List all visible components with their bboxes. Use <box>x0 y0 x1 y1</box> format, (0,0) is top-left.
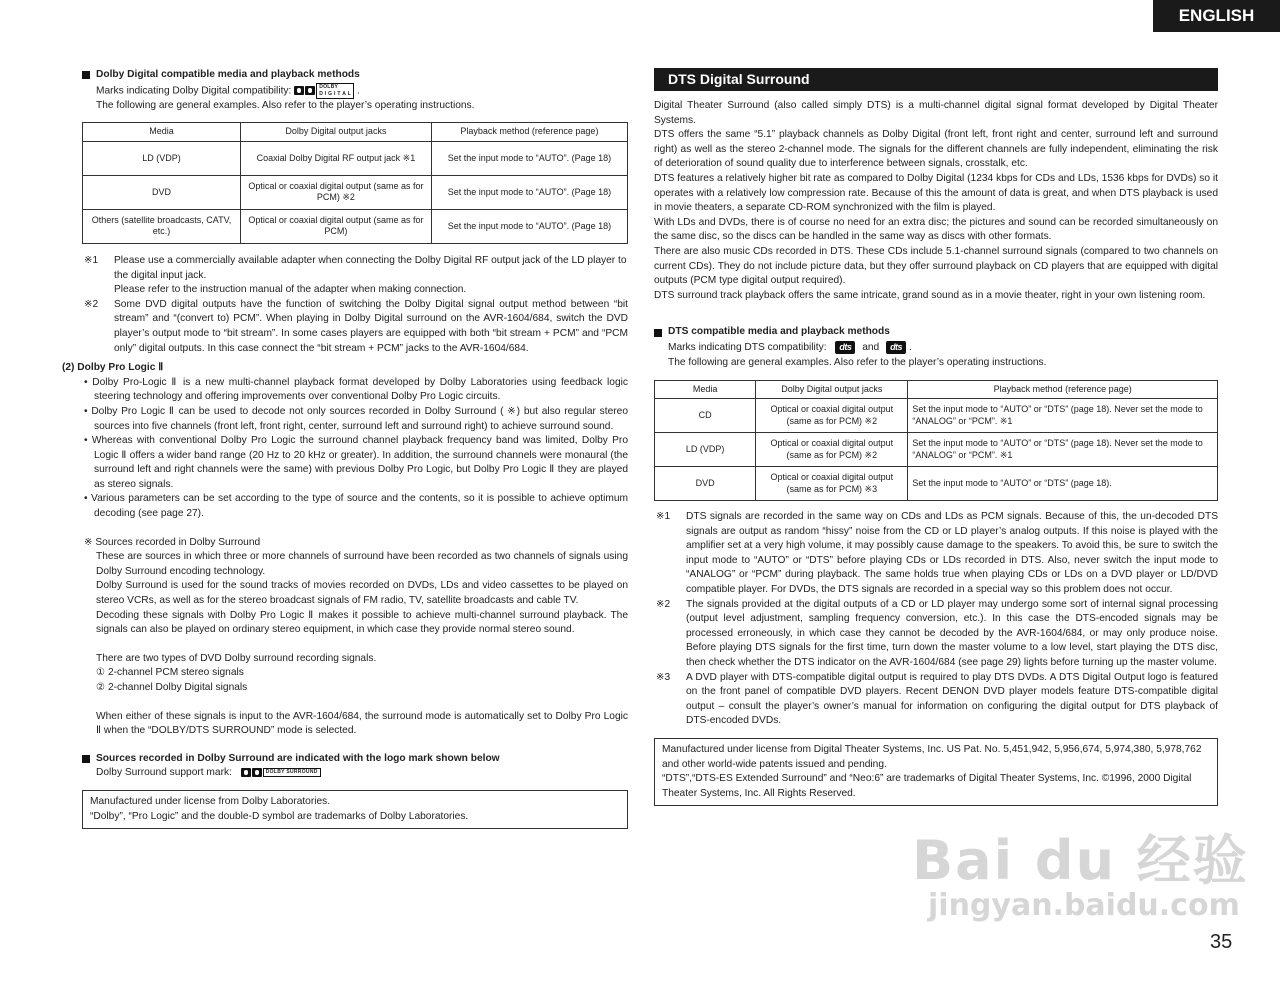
table-cell: CD <box>655 399 756 433</box>
dts-intro <box>654 99 1218 303</box>
license-text: “Dolby”, “Pro Logic” and the double-D symbol are trademarks of Dolby Laboratories. <box>90 810 469 822</box>
page-number: 35 <box>1210 931 1233 953</box>
table-header: Playback method (reference page) <box>908 380 1218 399</box>
table-cell: DVD <box>655 467 756 501</box>
dts-heading: DTS compatible media and playback methods <box>654 325 1218 340</box>
dts-notes <box>654 510 1218 729</box>
license-text: Manufactured under license from Dolby Laboratories. <box>90 795 331 807</box>
table-row <box>655 399 1218 433</box>
table-row <box>83 141 628 175</box>
table-header: Playback method (reference page) <box>431 123 627 142</box>
paragraph: Dolby Surround is used for the sound tracks of movies recorded on DVDs, LDs and video cassettes to be played on stereo VCRs, as well as for the stereo broadcast signals of FM radio, TV, satellite broadcasts and cable TV. <box>96 580 628 607</box>
watermark-url: jingyan.baidu.com <box>928 888 1240 923</box>
paragraph: These are sources in which three or more channels of surround have been recorded as two channels of signals using Dolby Surround encoding technology. <box>96 551 628 577</box>
list-item: • Dolby Pro Logic Ⅱ can be used to decode not only sources recorded in Dolby Surround ( ※) but also regular stereo sources into five channels (front left, front right, center, surround left and surround right) to achieve surround sound. <box>84 405 628 432</box>
dts-general: The following are general examples. Also refer to the player’s operating instructions. <box>668 356 1047 368</box>
dts-table <box>654 380 1218 502</box>
left-column <box>62 68 628 829</box>
dd-general: The following are general examples. Also refer to the player’s operating instructions. <box>96 99 475 111</box>
paragraph: Digital Theater Surround (also called simply DTS) is a multi-channel digital signal format developed by Digital Theater Systems. <box>654 100 1218 126</box>
paragraph: With LDs and DVDs, there is of course no need for an extra disc; the pictures and sound can be recorded simultaneously on the same disc, so the discs can be handled in the same way as discs with other formats. <box>654 216 1218 243</box>
dts-logo: dts <box>835 341 855 354</box>
table-cell: Coaxial Dolby Digital RF output jack ※1 <box>241 141 432 175</box>
table-cell: Set the input mode to “AUTO”. (Page 18) <box>431 141 627 175</box>
table-cell: Optical or coaxial digital output (same as for PCM) ※3 <box>756 467 908 501</box>
table-row <box>83 175 628 209</box>
list-item: • Various parameters can be set according to the type of source and the contents, so it is possible to achieve optimum decoding (see page 27). <box>84 493 628 520</box>
dolby-surround-logo: DOLBY SURROUND <box>241 768 321 777</box>
table-row <box>655 433 1218 467</box>
pl-bullets <box>82 376 628 522</box>
list-item: ② 2-channel Dolby Digital signals <box>96 682 248 693</box>
square-bullet-icon <box>82 71 90 79</box>
support-mark: Dolby Surround support mark: DOLBY SURROUND <box>82 766 628 781</box>
note-text: The signals provided at the digital outputs of a CD or LD player may undergo some sort of internal signal processing (output level adjustment, sampling frequency conversion, etc.). In this case the DTS-encoded signals may be processed erroneously, in which case they cannot be decoded by the AVR-1604/684, or may only produce noise. Before playing DTS signals for the first time, turn down the master volume to a low level, start playing the DTS disc, then check whether the DTS indicator on the AVR-1604/684 (see page 29) lights before turning up the master volume. <box>686 598 1218 668</box>
paragraph: DTS surround track playback offers the same intricate, grand sound as in a movie theater, right in your own listening room. <box>654 289 1206 301</box>
note-mark: ※3 <box>656 671 671 683</box>
table-header: Dolby Digital output jacks <box>756 380 908 399</box>
paragraph: There are two types of DVD Dolby surround recording signals. <box>96 652 377 664</box>
table-cell: Optical or coaxial digital output (same as for PCM) <box>241 209 432 243</box>
dts-logo-alt: dts <box>886 341 906 354</box>
note-mark: ※2 <box>84 298 99 310</box>
note-mark: ※1 <box>84 254 99 266</box>
table-cell: LD (VDP) <box>83 141 241 175</box>
note-text: Some DVD digital outputs have the function of switching the Dolby Digital signal output method between “bit stream” and “(convert to) PCM”. When playing in Dolby Digital surround on the AVR-1604/684, switch the DVD player’s output mode to “bit stream”. In some cases players are equipped with both “bit stream + PCM” and “PCM only” digital outputs. In this case connect the “bit stream + PCM” jacks to the AVR-1604/684. <box>114 298 628 354</box>
dd-heading: Dolby Digital compatible media and playback methods <box>82 68 628 83</box>
license-text: “DTS”,“DTS-ES Extended Surround” and “Neo:6” are trademarks of Digital Theater Systems, Inc. ©1996, 2000 Digital Theater Systems, Inc. All Rights Reserved. <box>662 773 1192 799</box>
table-header: Media <box>83 123 241 142</box>
note-mark: ※1 <box>656 511 671 522</box>
dolby-license-box <box>82 790 628 829</box>
table-cell: Optical or coaxial digital output (same as for PCM) ※2 <box>241 175 432 209</box>
table-cell: LD (VDP) <box>655 433 756 467</box>
note-mark <box>82 283 114 298</box>
list-item: • Dolby Pro-Logic Ⅱ is a new multi-channel playback format developed by Dolby Laboratories using feedback logic steering technology and offering improvements over conventional Dolby Pro Logic circuits. <box>84 376 628 403</box>
note-mark: ※2 <box>656 598 671 610</box>
dd-marks: Marks indicating Dolby Digital compatibility: DOLBY D I G I T A L . <box>96 83 360 97</box>
table-cell: DVD <box>83 175 241 209</box>
square-bullet-icon <box>654 329 662 337</box>
section-title: DTS Digital Surround <box>654 68 1218 91</box>
paragraph: DTS features a relatively higher bit rate as compared to Dolby Digital (1234 kbps for CDs and LDs, 1536 kbps for DVDs) so it operates with a relatively low compression rate. Because of this the amount of data is great, and when DTS playback is used in movie theaters, a separate CD-ROM synchronized with the film is played. <box>654 172 1218 214</box>
paragraph: There are also music CDs recorded in DTS. These CDs include 5.1-channel surround signals (compared to two channels on current CDs). They do not include picture data, but they offer surround playback on CD players that are equipped with digital outputs (PCM type digital output required). <box>654 245 1218 287</box>
table-cell: Set the input mode to “AUTO” or “DTS” (page 18). <box>908 467 1218 501</box>
dd-notes <box>82 254 628 356</box>
table-row <box>655 467 1218 501</box>
paragraph: DTS offers the same “5.1” playback channels as Dolby Digital (front left, front right and center, surround left and surround right) as well as the stereo 2-channel mode. The signals for the different channels are fully independent, eliminating the risk of deterioration of sound quality due to interference between signals, crosstalk, etc. <box>654 129 1218 170</box>
dd-table <box>82 122 628 244</box>
table-row <box>83 209 628 243</box>
pl-heading: (2) Dolby Pro Logic Ⅱ <box>62 362 164 374</box>
dts-license-box <box>654 738 1218 806</box>
table-cell: Optical or coaxial digital output (same as for PCM) ※2 <box>756 433 908 467</box>
table-cell: Others (satellite broadcasts, CATV, etc.) <box>83 209 241 243</box>
src-paras <box>82 550 628 739</box>
list-item: • Whereas with conventional Dolby Pro Logic the surround channel playback frequency band was limited, Dolby Pro Logic Ⅱ offers a wider band range (20 Hz to 20 kHz or greater). In addition, the surround channels were monaural (the surround left and right channels were the same) with previous Dolby Pro Logic, but Dolby Pro Logic Ⅱ they are played as stereo signals. <box>84 435 628 490</box>
paragraph: Decoding these signals with Dolby Pro Logic Ⅱ makes it possible to achieve multi-channel surround playback. The signals can also be played on ordinary stereo equipment, in which case they provide normal stereo sound. <box>96 609 628 636</box>
src-heading: ※ Sources recorded in Dolby Surround <box>84 536 261 548</box>
watermark-logo: Bai du 经验 <box>912 829 1249 892</box>
note-text: Please refer to the instruction manual of the adapter when making connection. <box>114 284 467 296</box>
table-cell: Optical or coaxial digital output (same as for PCM) ※2 <box>756 399 908 433</box>
license-text: Manufactured under license from Digital Theater Systems, Inc. US Pat. No. 5,451,942, 5,956,674, 5,974,380, 5,978,762 and other world-wide patents issued and pending. <box>662 743 1202 770</box>
table-header-row <box>655 380 1218 399</box>
dts-marks: Marks indicating DTS compatibility: dts and dts . <box>668 341 912 353</box>
table-cell: Set the input mode to “AUTO” or “DTS” (page 18). Never set the mode to “ANALOG” or “PCM”. ※1 <box>908 399 1218 433</box>
table-header-row <box>83 123 628 142</box>
list-item: ① 2-channel PCM stereo signals <box>96 667 244 679</box>
square-bullet-icon <box>82 755 90 763</box>
paragraph: When either of these signals is input to the AVR-1604/684, the surround mode is automatically set to Dolby Pro Logic Ⅱ when the “DOLBY/DTS SURROUND” mode is selected. <box>96 710 628 737</box>
language-tab: ENGLISH <box>1153 0 1280 32</box>
right-column <box>654 68 1218 806</box>
logo-heading: Sources recorded in Dolby Surround are indicated with the logo mark shown below <box>82 752 628 767</box>
table-cell: Set the input mode to “AUTO”. (Page 18) <box>431 175 627 209</box>
table-cell: Set the input mode to “AUTO” or “DTS” (page 18). Never set the mode to “ANALOG” or “PCM”. ※1 <box>908 433 1218 467</box>
note-text: A DVD player with DTS-compatible digital output is required to play DTS DVDs. A DTS Digital Output logo is featured on the front panel of compatible DVD players. Recent DENON DVD player models feature DTS-compatible digital output – consult the player’s owner’s manual for information on configuring the digital output for DTS playback of DTS-encoded DVDs. <box>686 671 1218 727</box>
table-header: Dolby Digital output jacks <box>241 123 432 142</box>
table-header: Media <box>655 380 756 399</box>
note-text: Please use a commercially available adapter when connecting the Dolby Digital RF output jack of the LD player to the digital input jack. <box>114 254 627 281</box>
table-cell: Set the input mode to “AUTO”. (Page 18) <box>431 209 627 243</box>
note-text: DTS signals are recorded in the same way on CDs and LDs as PCM signals. Because of this, the un-decoded DTS signals are output as random “hissy” noise from the CD or LD player’s analog outputs. If this noise is played with the amplifier set at a very high volume, it may possibly cause damage to the speakers. To avoid this, be sure to switch the input mode to “AUTO” or “DTS” before playing CDs or LDs recorded in DTS. Also, never switch the input mode to “ANALOG” or “PCM” during playback. The same holds true when playing CDs or LDs on a DVD player or LD/DVD compatible player. For DVDs, the DTS signals are recorded in a special way so this problem does not occur. <box>686 511 1218 595</box>
dolby-digital-logo: DOLBY D I G I T A L <box>294 83 354 99</box>
